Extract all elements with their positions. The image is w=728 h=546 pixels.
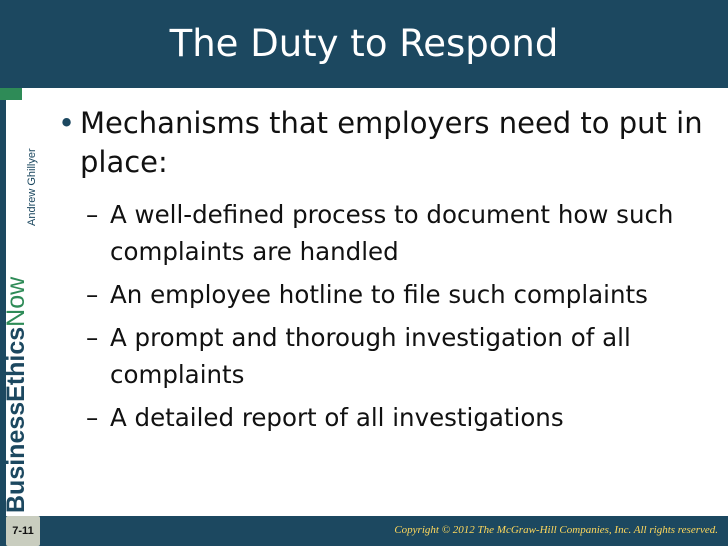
brand-logo-main: BusinessEthics — [2, 326, 30, 513]
dash-marker: – — [86, 200, 99, 229]
sub-bullet — [50, 399, 710, 436]
dash-marker: – — [86, 323, 99, 352]
dash-marker: – — [86, 280, 99, 309]
author-name: Andrew Ghillyer — [26, 148, 38, 226]
dash-marker: – — [86, 403, 99, 432]
slide-content — [50, 104, 710, 442]
sub-bullet — [50, 196, 710, 270]
slide-title: The Duty to Respond — [169, 22, 559, 65]
sub-bullet-text: A prompt and thorough investigation of all complaints — [110, 323, 631, 389]
main-bullet: • Mechanisms that employers need to put in place: — [50, 104, 710, 182]
page-number: 7-11 — [6, 516, 40, 546]
brand-logo-accent: Now — [2, 276, 30, 327]
sub-bullet-text: An employee hotline to file such complaints — [110, 280, 648, 309]
brand-logo — [2, 277, 31, 513]
accent-band — [0, 88, 22, 100]
sub-bullet-text: A detailed report of all investigations — [110, 403, 564, 432]
sub-bullet — [50, 276, 710, 313]
copyright-notice: Copyright © 2012 The McGraw-Hill Companies, Inc. All rights reserved. — [394, 524, 718, 536]
sub-bullet-text: A well-defined process to document how such complaints are handled — [110, 200, 674, 266]
sub-bullet — [50, 319, 710, 393]
